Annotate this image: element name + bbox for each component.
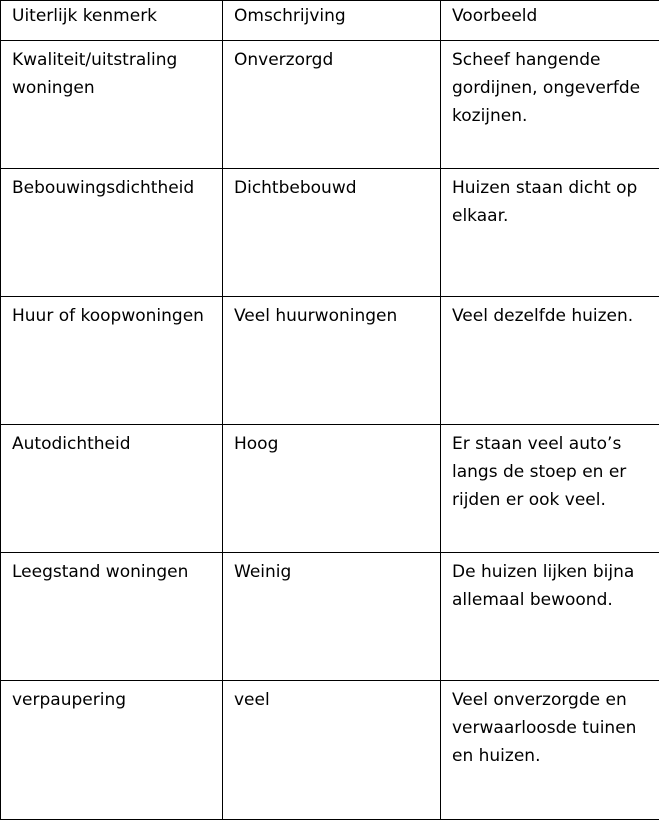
- table-row: [1, 553, 659, 681]
- cell-voorbeeld: Scheef hangende gordijnen, ongeverfde kozijnen.: [441, 41, 659, 169]
- table-row: [1, 681, 659, 820]
- cell-omschrijving: Onverzorgd: [223, 41, 441, 169]
- cell-voorbeeld: De huizen lijken bijna allemaal bewoond.: [441, 553, 659, 681]
- cell-omschrijving: Veel huurwoningen: [223, 297, 441, 425]
- cell-kenmerk: Bebouwingsdichtheid: [1, 169, 223, 297]
- cell-voorbeeld: Er staan veel auto’s langs de stoep en er rijden er ook veel.: [441, 425, 659, 553]
- table-row: [1, 297, 659, 425]
- table-row: [1, 425, 659, 553]
- cell-kenmerk: verpaupering: [1, 681, 223, 820]
- table-header-row: [1, 1, 659, 41]
- cell-kenmerk: Leegstand woningen: [1, 553, 223, 681]
- cell-kenmerk: Huur of koopwoningen: [1, 297, 223, 425]
- cell-omschrijving: veel: [223, 681, 441, 820]
- table-row: [1, 169, 659, 297]
- cell-voorbeeld: Veel dezelfde huizen.: [441, 297, 659, 425]
- cell-omschrijving: Hoog: [223, 425, 441, 553]
- cell-kenmerk: Kwaliteit/uitstraling woningen: [1, 41, 223, 169]
- cell-kenmerk: Autodichtheid: [1, 425, 223, 553]
- header-kenmerk: Uiterlijk kenmerk: [1, 1, 223, 41]
- cell-voorbeeld: Huizen staan dicht op elkaar.: [441, 169, 659, 297]
- header-omschrijving: Omschrijving: [223, 1, 441, 41]
- header-voorbeeld: Voorbeeld: [441, 1, 659, 41]
- cell-omschrijving: Dichtbebouwd: [223, 169, 441, 297]
- cell-omschrijving: Weinig: [223, 553, 441, 681]
- table-row: [1, 41, 659, 169]
- cell-voorbeeld: Veel onverzorgde en verwaarloosde tuinen en huizen.: [441, 681, 659, 820]
